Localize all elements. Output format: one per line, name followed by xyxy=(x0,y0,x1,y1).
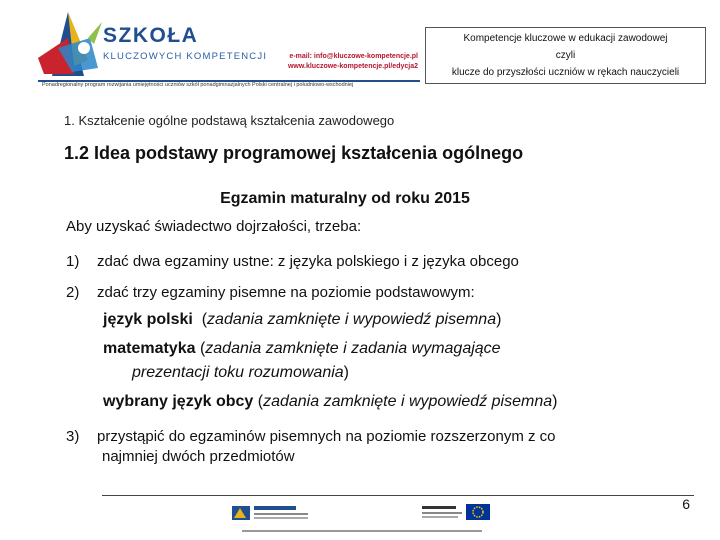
school-subtitle: KLUCZOWYCH KOMPETENCJI xyxy=(103,51,268,62)
subject-name: wybrany język obcy xyxy=(103,393,254,410)
intro-text: Aby uzyskać świadectwo dojrzałości, trzeba: xyxy=(66,218,362,235)
subject-detail: prezentacji toku rozumowania xyxy=(132,364,344,381)
school-logo xyxy=(28,8,108,80)
exam-title: Egzamin maturalny od roku 2015 xyxy=(220,190,470,207)
list-item-text: przystąpić do egzaminów pisemnych na poziomie rozszerzonym z co xyxy=(97,428,556,445)
subject-polish: język polski (zadania zamknięte i wypowiedź pisemna) xyxy=(103,311,502,328)
subject-name: matematyka xyxy=(103,340,196,357)
list-item xyxy=(66,253,519,270)
section-title: 1. Kształcenie ogólne podstawą kształcenia zawodowego xyxy=(64,113,395,128)
subject-detail: zadania zamknięte i zadania wymagające xyxy=(205,340,501,357)
list-item xyxy=(66,427,556,467)
eu-funding-logos xyxy=(222,498,612,540)
footer-funding-text xyxy=(242,530,482,532)
project-title-box xyxy=(425,27,706,84)
project-title-line2: czyli xyxy=(555,50,576,61)
subject-foreign-language: wybrany język obcy (zadania zamknięte i wypowiedź pisemna) xyxy=(103,393,558,410)
program-tagline: Ponadregionalny program rozwijania umiejętności uczniów szkół ponadgimnazjalnych Polski centralnej i południowo-wschodniej xyxy=(42,82,354,88)
school-title: SZKOŁA xyxy=(103,24,199,47)
subject-name: język polski xyxy=(103,311,193,328)
subject-math-continued: prezentacji toku rozumowania) xyxy=(132,364,349,381)
list-item-text-continued: najmniej dwóch przedmiotów xyxy=(102,448,295,465)
list-item-text: zdać dwa egzaminy ustne: z języka polskiego i z języka obcego xyxy=(97,253,519,270)
project-title-line1: Kompetencje kluczowe w edukacji zawodowej xyxy=(463,33,668,44)
subject-detail: zadania zamknięte i wypowiedź pisemna xyxy=(207,311,497,328)
list-item-number: 2) xyxy=(66,284,80,301)
subject-detail: zadania zamknięte i wypowiedź pisemna xyxy=(263,393,553,410)
project-title-line3: klucze do przyszłości uczniów w rękach nauczycieli xyxy=(451,67,680,78)
page-number: 6 xyxy=(682,496,690,512)
contact-email[interactable]: e-mail: info@kluczowe-kompetencje.pl xyxy=(289,53,418,60)
contact-www[interactable]: www.kluczowe-kompetencje.pl/edycja2 xyxy=(287,63,418,70)
footer-divider xyxy=(102,495,694,496)
list-item-number: 1) xyxy=(66,253,80,270)
slide-heading: 1.2 Idea podstawy programowej kształcenia ogólnego xyxy=(64,143,524,163)
human-capital-logo xyxy=(232,506,308,520)
contact-info xyxy=(270,52,418,72)
eu-flag-logo xyxy=(422,504,490,520)
list-item xyxy=(66,284,475,301)
header-banner xyxy=(0,0,720,92)
list-item-text: zdać trzy egzaminy pisemne na poziomie podstawowym: xyxy=(97,284,475,301)
list-item-number: 3) xyxy=(66,428,80,445)
subject-math: matematyka (zadania zamknięte i zadania wymagające xyxy=(103,340,501,357)
